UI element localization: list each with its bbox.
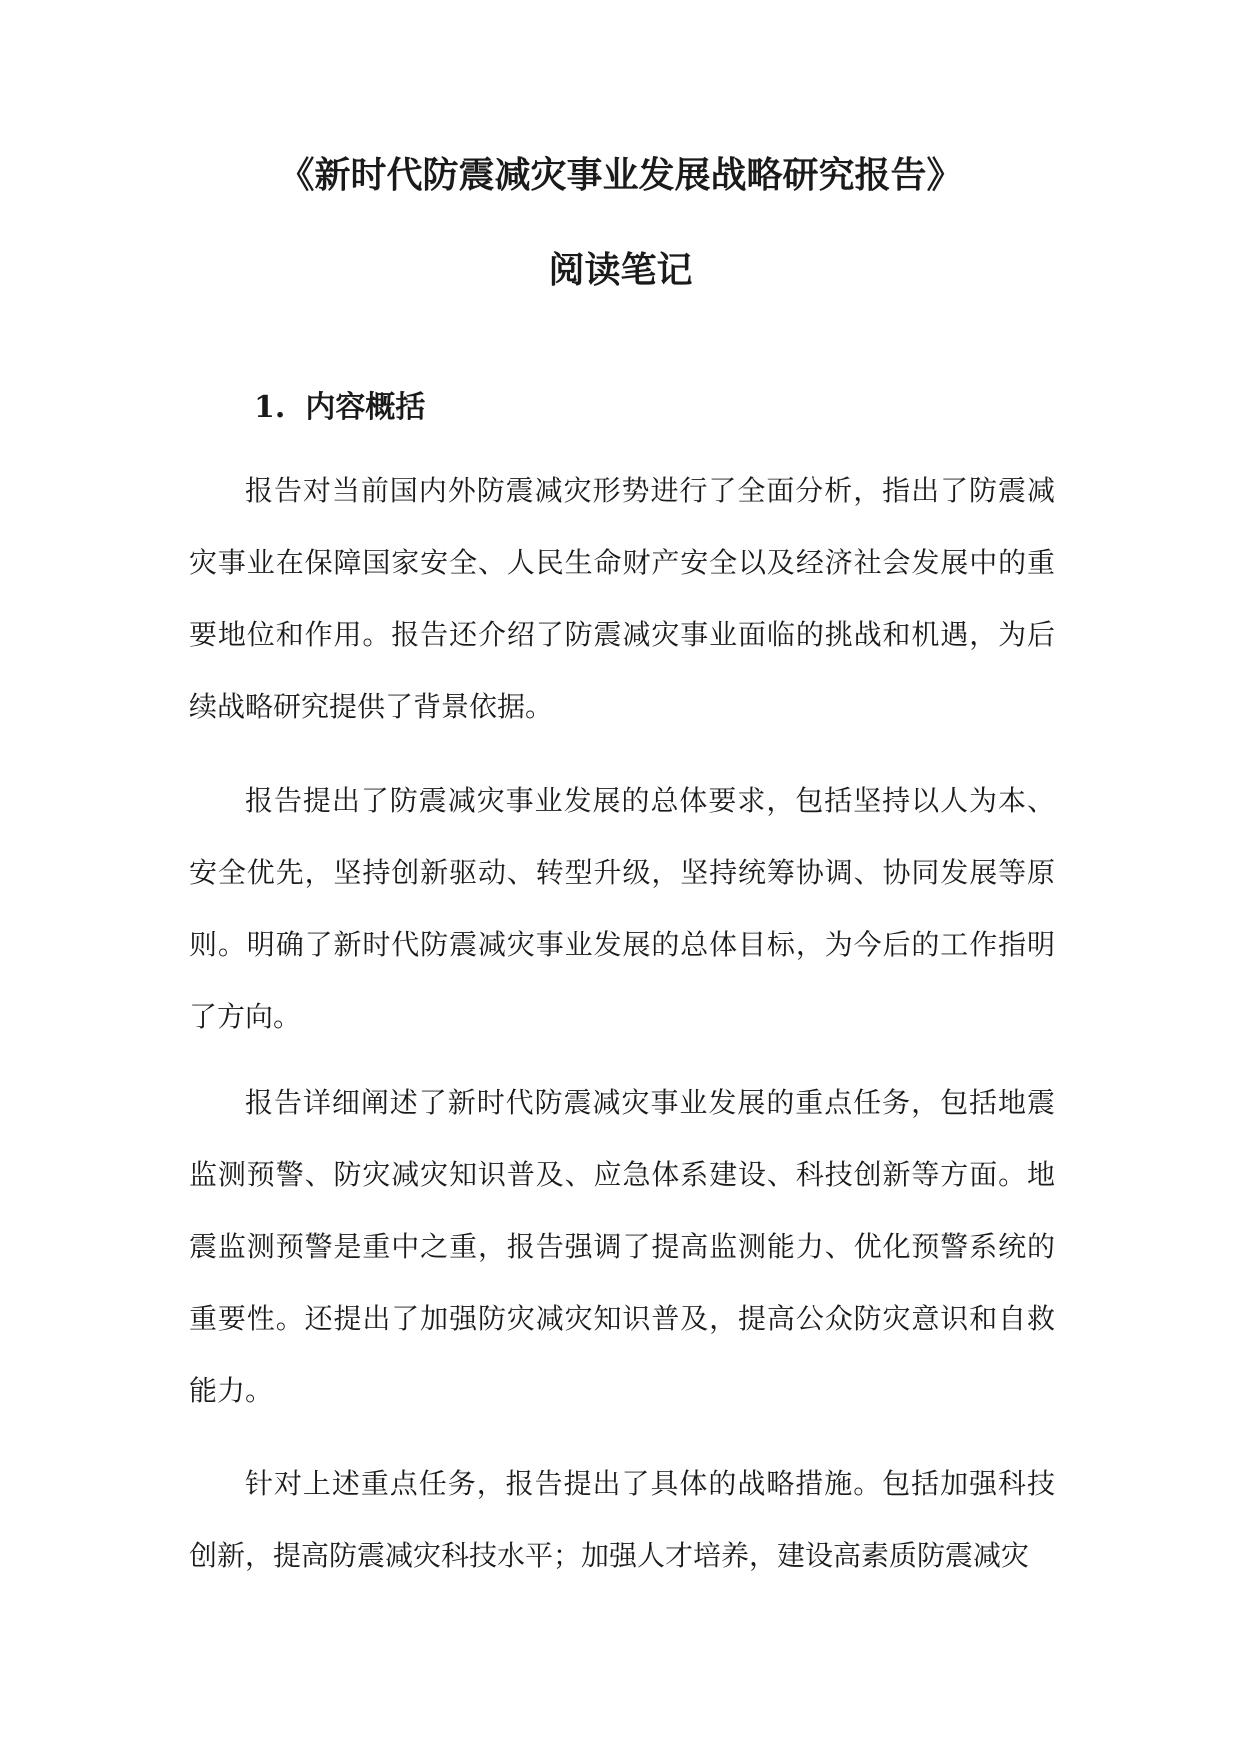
paragraph-2: 报告提出了防震减灾事业发展的总体要求，包括坚持以人为本、安全优先，坚持创新驱动、转型升级，坚持统筹协调、协同发展等原则。明确了新时代防震减灾事业发展的总体目标，为今后的工作指明了方向。 xyxy=(189,784,1055,1033)
document-title: 《新时代防震减灾事业发展战略研究报告》 xyxy=(278,154,963,196)
document-subtitle: 阅读笔记 xyxy=(548,249,693,291)
section-number: 1. xyxy=(254,390,286,425)
section-heading xyxy=(254,382,425,426)
paragraph-3: 报告详细阐述了新时代防震减灾事业发展的重点任务，包括地震监测预警、防灾减灾知识普及、应急体系建设、科技创新等方面。地震监测预警是重中之重，报告强调了提高监测能力、优化预警系统的重要性。还提出了加强防灾减灾知识普及，提高公众防灾意识和自救能力。 xyxy=(189,1086,1055,1407)
section-title: 内容概括 xyxy=(305,390,426,425)
paragraph-1: 报告对当前国内外防震减灾形势进行了全面分析，指出了防震减灾事业在保障国家安全、人民生命财产安全以及经济社会发展中的重要地位和作用。报告还介绍了防震减灾事业面临的挑战和机遇，为后续战略研究提供了背景依据。 xyxy=(189,474,1055,723)
paragraph-4: 针对上述重点任务，报告提出了具体的战略措施。包括加强科技创新，提高防震减灾科技水平；加强人才培养，建设高素质防震减灾 xyxy=(189,1467,1055,1572)
